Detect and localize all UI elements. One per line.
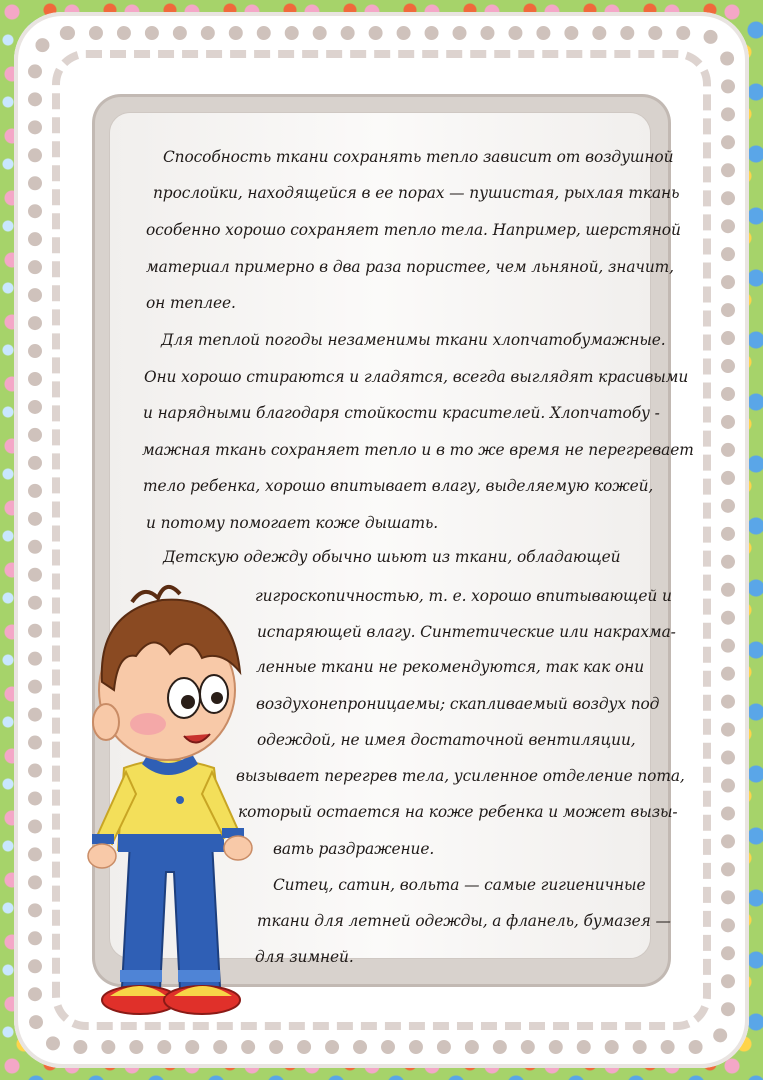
text-line: особенно хорошо сохраняет тепло тела. Например, шерстяной (146, 221, 681, 239)
text-line: Они хорошо стираются и гладятся, всегда выглядят красивыми (144, 368, 689, 386)
text-line: мажная ткань сохраняет тепло и в то же время не перегревает (142, 441, 694, 459)
text-line: воздухонепроницаемы; скапливаемый воздух под (256, 695, 660, 713)
text-line: вызывает перегрев тела, усиленное отделение пота, (236, 767, 685, 785)
text-line: Детскую одежду обычно шьют из ткани, обладающей (163, 548, 621, 566)
text-line: прослойки, находящейся в ее порах — пушистая, рыхлая ткань (153, 184, 680, 202)
text-line: ленные ткани не рекомендуются, так как они (256, 658, 645, 676)
text-line: испаряющей влагу. Синтетические или накрахма- (257, 623, 676, 641)
text-line: для зимней. (255, 948, 354, 966)
text-line: Для теплой погоды незаменимы ткани хлопчатобумажные. (161, 331, 666, 349)
text-line: одеждой, не имея достаточной вентиляции, (257, 731, 636, 749)
text-line: вать раздражение. (273, 840, 435, 858)
text-line: Ситец, сатин, вольта — самые гигиеничные (273, 876, 646, 894)
text-line: материал примерно в два раза пористее, чем льняной, значит, (146, 258, 674, 276)
text-line: гигроскопичностью, т. е. хорошо впитывающей и (255, 587, 672, 605)
text-line: он теплее. (146, 294, 236, 312)
boy-illustration (62, 572, 272, 1022)
text-line: Способность ткани сохранять тепло зависит от воздушной (163, 148, 674, 166)
text-line: тело ребенка, хорошо впитывает влагу, выделяемую кожей, (143, 477, 654, 495)
text-line: и нарядными благодаря стойкости красителей. Хлопчатобу - (143, 404, 660, 422)
text-line: и потому помогает коже дышать. (146, 514, 439, 532)
text-line: ткани для летней одежды, а фланель, бумазея — (257, 912, 671, 930)
text-line: который остается на коже ребенка и может вызы- (238, 803, 678, 821)
